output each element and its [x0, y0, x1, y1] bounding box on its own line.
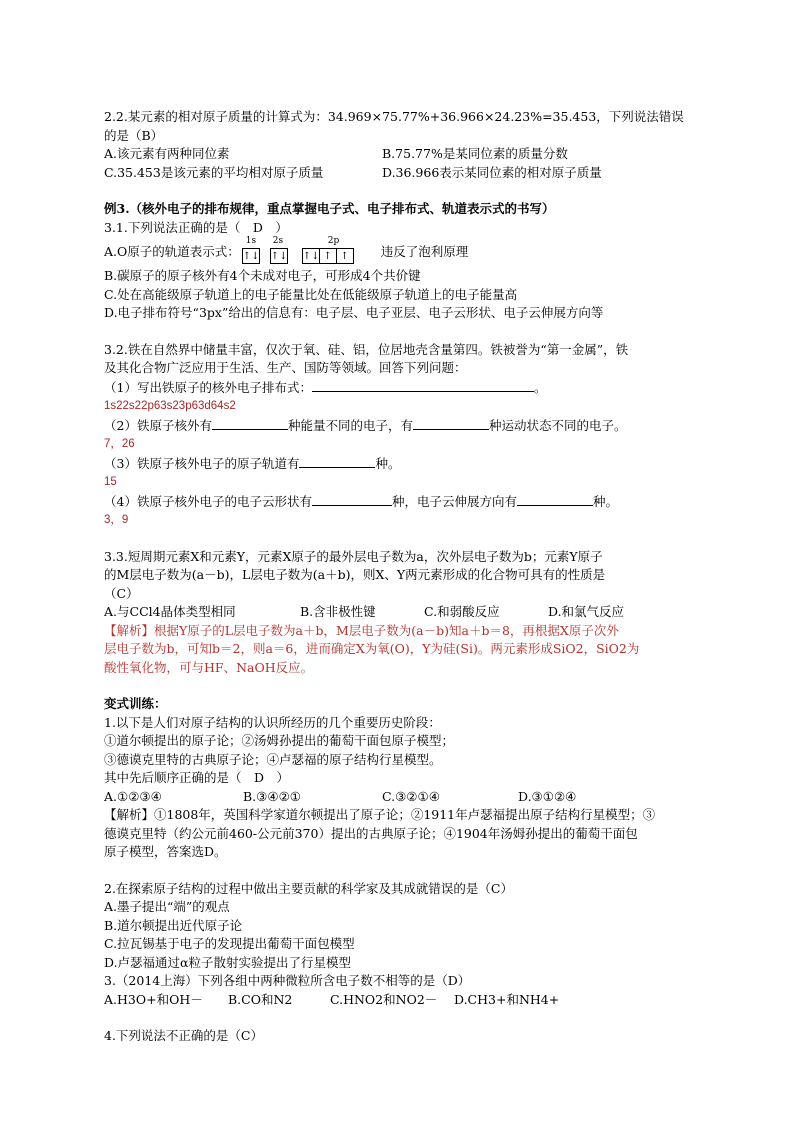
q2-2-option-a: A.该元素有两种同位素: [104, 146, 230, 161]
q3-2-sub2-text-b: 种能量不同的电子，有: [287, 417, 413, 433]
q2-2-option-d: D.36.966表示某同位素的相对原子质量: [382, 164, 602, 180]
practice-q1-stem-line1: 1.以下是人们对原子结构的认识所经历的几个重要历史阶段：: [104, 714, 441, 730]
practice-q3-option-a: A.H3O+和OH－: [104, 991, 203, 1007]
orbital-box-2p-2: ↑: [319, 248, 337, 264]
practice-q1-analysis-line3: 原子模型，答案选D。: [104, 844, 227, 859]
q3-3-stem-line3: （C）: [104, 585, 139, 601]
q3-3-option-b: B.含非极性键: [300, 604, 376, 619]
q3-1-option-d: D.电子排布符号“3px”给出的信息有：电子层、电子亚层、电子云形状、电子云伸展方向等: [104, 305, 604, 320]
practice-q1-option-d: D.③①②④: [518, 788, 577, 804]
practice-q1-stem-line4: 其中先后顺序正确的是（ D ）: [104, 770, 290, 785]
q3-1-option-a-prefix: A.O原子的轨道表示式：: [104, 244, 240, 259]
q3-2-answer3: 15: [104, 476, 117, 488]
q3-2-sub4-text-a: （4）铁原子核外电子的电子云形状有: [104, 493, 312, 509]
q3-2-sub3: [104, 454, 696, 474]
practice-q4-stem: 4.下列说法不正确的是（C）: [104, 1028, 263, 1043]
q3-2-answer2: 7，26: [104, 438, 135, 450]
q3-2-sub4-text-b: 种，电子云伸展方向有: [391, 493, 517, 509]
q3-2-stem-line1: 3.2.铁在自然界中储量丰富，仅次于氧、硅、铝，位居地壳含量第四。铁被誉为“第一金属”，铁: [104, 341, 629, 357]
q3-3-option-d: D.和氯气反应: [548, 604, 625, 619]
orbital-box-2p-3: ↑: [336, 248, 354, 264]
orbital-label-2s: 2s: [272, 235, 284, 246]
q3-2-sub1-end: 。: [533, 379, 547, 395]
q3-3-option-c: C.和弱酸反应: [424, 604, 500, 619]
practice-q1-option-c: C.③②①④: [382, 788, 440, 804]
q3-3-stem-line1: 3.3.短周期元素X和元素Y，元素X原子的最外层电子数为a，次外层电子数为b；元素Y原子: [104, 548, 603, 564]
q3-2-sub1-blank: [312, 378, 534, 392]
orbital-box-1s: ↑↓: [242, 248, 260, 264]
q3-3-analysis-line3: 酸性氧化物，可与HF、NaOH反应。: [104, 659, 314, 675]
practice-q1-options: [104, 788, 696, 807]
q2-2-stem-line2: 的是（B）: [104, 127, 164, 143]
practice-q2-option-a: A.墨子提出“端”的观点: [104, 899, 230, 914]
practice-q1-stem-line2: ①道尔顿提出的原子论；②汤姆孙提出的葡萄干面包原子模型；: [104, 733, 455, 748]
practice-q1-analysis-line1: 【解析】①1808年，英国科学家道尔顿提出了原子论；②1911年卢瑟福提出原子结构行星模型；③: [104, 807, 656, 822]
q3-2-answer1: 1s22s22p63s23p63d64s2: [104, 400, 236, 412]
practice-q2-stem: 2.在探索原子结构的过程中做出主要贡献的科学家及其成就错误的是（C）: [104, 880, 513, 896]
q3-1-stem: 3.1.下列说法正确的是（ D ）: [104, 219, 288, 235]
q3-3-analysis-line2: 层电子数为b，可知b＝2，则a＝6，进而确定X为氧(O)，Y为硅(Si)。两元素形成SiO2，SiO2为: [104, 641, 640, 656]
practice-q1-option-b: B.③④②①: [243, 788, 301, 804]
q3-2-sub1: [104, 378, 696, 398]
q3-2-sub2-blank2: [413, 416, 489, 430]
q3-3-analysis-line1: 【解析】根据Y原子的L层电子数为a＋b，M层电子数为(a－b)知a＋b＝8，再根据X原子次外: [104, 622, 619, 638]
q3-2-sub3-blank: [299, 454, 375, 468]
q2-2-option-c: C.35.453是该元素的平均相对原子质量: [104, 164, 324, 180]
q3-2-sub1-text: （1）写出铁原子的核外电子排布式：: [104, 379, 312, 395]
orbital-label-1s: 1s: [245, 235, 257, 246]
q3-3-option-a: A.与CCl4晶体类型相同: [104, 604, 236, 619]
practice-q2-option-d: D.卢瑟福通过α粒子散射实验提出了行星模型: [104, 954, 351, 970]
practice-q2-option-c: C.拉瓦锡基于电子的发现提出葡萄干面包模型: [104, 936, 355, 951]
q3-2-sub2-text-a: （2）铁原子核外有: [104, 417, 212, 433]
q3-2-sub2-text-c: 种运动状态不同的电子。: [488, 417, 627, 433]
q2-2-options-row2: [104, 164, 696, 183]
q3-2-sub4: [104, 492, 696, 512]
q2-2-options-row1: [104, 145, 696, 164]
q3-1-option-c: C.处在高能级原子轨道上的电子能量比处在低能级原子轨道上的电子能量高: [104, 286, 518, 302]
example3-heading: 例3.（核外电子的排布规律，重点掌握电子式、电子排布式、轨道表示式的书写）: [104, 201, 555, 216]
orbital-diagram: [240, 235, 375, 268]
practice-q3-option-d: D.CH3+和NH4+: [454, 991, 560, 1007]
q3-2-sub4-text-c: 种。: [592, 493, 618, 509]
q2-2-stem-line1: 2.2.某元素的相对原子质量的计算式为：34.969×75.77%+36.966×24.23%=35.453，下列说法错误: [104, 109, 684, 124]
practice-q2-option-b: B.道尔顿提出近代原子论: [104, 917, 243, 933]
orbital-label-2p: 2p: [327, 235, 340, 246]
q3-2-sub2: [104, 416, 696, 436]
q3-1-option-b: B.碳原子的原子核外有4个未成对电子，可形成4个共价键: [104, 268, 421, 283]
practice-q3-options: [104, 991, 696, 1010]
q3-2-sub4-blank2: [517, 492, 593, 506]
practice-q1-option-a: A.①②③④: [104, 788, 162, 804]
q3-3-stem-line2: 的M层电子数为(a－b)，L层电子数为(a＋b)，则X、Y两元素形成的化合物可具有的性质是: [104, 567, 606, 582]
practice-q1-stem-line3: ③德谟克里特的古典原子论；④卢瑟福的原子结构行星模型。: [104, 751, 442, 767]
q3-2-sub4-blank1: [312, 492, 392, 506]
orbital-box-2s: ↑↓: [270, 248, 288, 264]
q3-2-stem-line2: 及其化合物广泛应用于生活、生产、国防等领域。回答下列问题：: [104, 360, 467, 375]
q3-2-sub3-text-b: 种。: [375, 455, 401, 471]
practice-q3-option-c: C.HNO2和NO2－: [330, 991, 438, 1007]
q3-2-sub3-text-a: （3）铁原子核外电子的原子轨道有: [104, 455, 300, 471]
practice-q3-option-b: B.CO和N2: [228, 991, 293, 1007]
practice-q3-stem: 3.（2014上海）下列各组中两种微粒所含电子数不相等的是（D）: [104, 973, 471, 988]
practice-heading: 变式训练：: [104, 696, 167, 711]
q2-2-option-b: B.75.77%是某同位素的质量分数: [382, 146, 568, 161]
q3-2-answer4: 3，9: [104, 514, 129, 526]
q3-1-option-a-suffix: 违反了泡利原理: [380, 244, 469, 259]
document-page: [104, 108, 696, 1046]
practice-q1-analysis-line2: 德谟克里特（约公元前460-公元前370）提出的古典原子论；④1904年汤姆孙提出的葡萄干面包: [104, 825, 638, 841]
q3-3-options: [104, 603, 696, 622]
q3-1-option-a: [104, 237, 696, 267]
q3-2-sub2-blank1: [212, 416, 288, 430]
orbital-box-2p-1: ↑↓: [302, 248, 320, 264]
